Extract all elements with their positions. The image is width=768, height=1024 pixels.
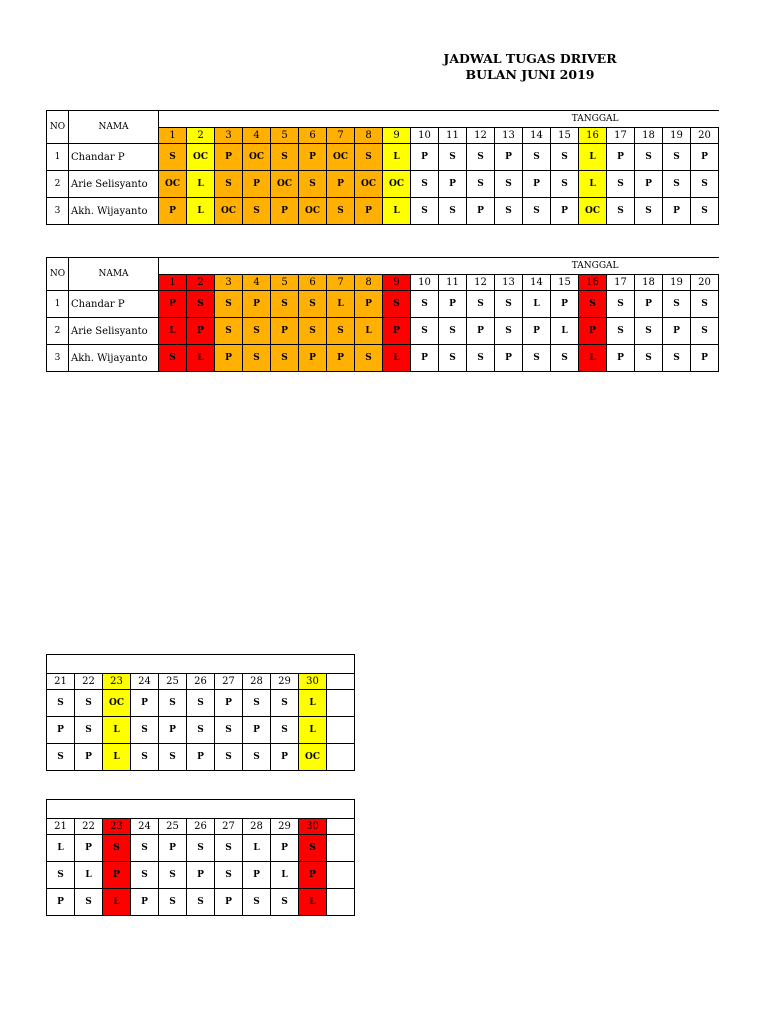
shift-cell: P [215,144,243,171]
shift-cell: P [691,345,719,372]
shift-cell: S [635,318,663,345]
shift-cell: L [383,144,411,171]
shift-cell: S [243,318,271,345]
shift-cell: S [411,198,439,225]
shift-cell: S [439,318,467,345]
driver-row [47,744,355,771]
shift-cell: L [187,198,215,225]
shift-cell: P [607,345,635,372]
shift-cell: P [691,144,719,171]
day-cell: 25 [159,674,187,690]
shift-cell: L [579,144,607,171]
shift-cell: S [551,345,579,372]
shift-cell: S [495,291,523,318]
driver-name: Akh. Wijayanto [69,345,159,372]
shift-cell: P [187,318,215,345]
day-cell: 19 [663,275,691,291]
shift-cell: S [523,345,551,372]
day-cell: 24 [131,674,159,690]
day-cell: 16 [579,128,607,144]
shift-cell: S [131,835,159,862]
shift-cell: P [159,835,187,862]
day-cell: 16 [579,275,607,291]
shift-cell: P [551,198,579,225]
day-cell: 23 [103,819,131,835]
shift-cell: S [75,889,103,916]
day-cell: 7 [327,128,355,144]
shift-cell: P [131,889,159,916]
shift-cell: P [327,171,355,198]
header-row [47,258,719,275]
shift-cell [327,835,355,862]
shift-cell: S [215,717,243,744]
driver-row [47,318,719,345]
shift-cell: P [495,345,523,372]
shift-cell: S [495,198,523,225]
day-cell: 15 [551,275,579,291]
header-blank [47,655,355,674]
shift-cell: P [635,171,663,198]
shift-cell: S [215,291,243,318]
driver-row [47,835,355,862]
shift-cell: P [551,291,579,318]
shift-cell: S [607,198,635,225]
shift-cell: S [75,717,103,744]
shift-cell: P [607,144,635,171]
day-row [47,674,355,690]
shift-cell: S [523,144,551,171]
shift-cell: S [691,171,719,198]
shift-cell: L [551,318,579,345]
shift-cell: OC [103,690,131,717]
shift-cell: S [299,171,327,198]
day-cell: 1 [159,275,187,291]
day-cell: 13 [495,128,523,144]
shift-cell: S [495,318,523,345]
shift-cell [327,889,355,916]
shift-cell: L [327,291,355,318]
shift-cell: L [355,318,383,345]
day-cell: 18 [635,128,663,144]
shift-cell: P [383,318,411,345]
shift-cell: P [467,318,495,345]
header-tanggal: TANGGAL [159,258,719,275]
driver-row [47,291,719,318]
shift-cell: S [495,171,523,198]
header-row [47,800,355,819]
day-cell: 3 [215,128,243,144]
shift-cell: P [187,744,215,771]
shift-cell: S [411,318,439,345]
day-cell: 12 [467,275,495,291]
day-cell: 2 [187,275,215,291]
shift-cell: P [411,144,439,171]
shift-cell: S [159,144,187,171]
driver-row [47,889,355,916]
row-number: 3 [47,345,69,372]
shift-cell: P [215,889,243,916]
shift-cell: P [75,835,103,862]
shift-cell: P [439,291,467,318]
shift-cell: S [383,291,411,318]
shift-cell: S [187,889,215,916]
day-cell: 10 [411,275,439,291]
day-cell: 17 [607,275,635,291]
day-cell: 12 [467,128,495,144]
day-cell: 10 [411,128,439,144]
shift-cell: P [243,171,271,198]
day-cell: 26 [187,674,215,690]
shift-cell: S [159,889,187,916]
shift-cell: S [243,345,271,372]
shift-cell: S [131,744,159,771]
shift-cell: P [271,318,299,345]
shift-cell: S [607,291,635,318]
day-cell: 14 [523,275,551,291]
shift-cell: P [243,291,271,318]
shift-cell: S [159,690,187,717]
shift-cell: S [439,345,467,372]
day-cell [327,819,355,835]
shift-cell: OC [383,171,411,198]
shift-cell: P [271,835,299,862]
shift-cell: P [355,291,383,318]
day-cell: 25 [159,819,187,835]
shift-cell: P [47,889,75,916]
shift-cell: P [243,717,271,744]
shift-cell: S [467,291,495,318]
driver-row [47,198,719,225]
shift-cell: L [75,862,103,889]
shift-cell: S [159,345,187,372]
day-cell: 3 [215,275,243,291]
shift-cell: S [187,291,215,318]
shift-cell: P [523,171,551,198]
shift-cell: S [355,144,383,171]
shift-cell: S [635,144,663,171]
day-cell: 14 [523,128,551,144]
shift-cell: L [243,835,271,862]
shift-cell: S [411,171,439,198]
day-cell: 9 [383,128,411,144]
shift-cell: P [131,690,159,717]
shift-cell: P [187,862,215,889]
shift-cell: S [663,144,691,171]
driver-row [47,171,719,198]
row-number: 1 [47,291,69,318]
shift-cell: S [691,198,719,225]
shift-cell: S [271,690,299,717]
shift-cell: OC [271,171,299,198]
day-cell: 13 [495,275,523,291]
header-row [47,655,355,674]
shift-cell: S [187,835,215,862]
shift-cell: L [187,171,215,198]
row-number: 2 [47,171,69,198]
day-cell: 9 [383,275,411,291]
shift-cell: S [243,744,271,771]
shift-cell: L [103,744,131,771]
shift-cell: S [47,862,75,889]
shift-cell: L [299,690,327,717]
day-cell: 6 [299,128,327,144]
shift-cell: S [607,318,635,345]
shift-cell: L [47,835,75,862]
shift-cell: P [299,144,327,171]
shift-cell: P [355,198,383,225]
day-cell: 28 [243,819,271,835]
shift-cell: S [663,171,691,198]
shift-cell: OC [299,744,327,771]
header-blank [47,800,355,819]
shift-cell: L [383,345,411,372]
day-cell: 18 [635,275,663,291]
schedule-table-1 [46,110,719,225]
day-cell: 8 [355,128,383,144]
shift-cell: S [355,345,383,372]
header-nama: NAMA [69,258,159,291]
shift-cell: S [327,198,355,225]
shift-cell: OC [327,144,355,171]
shift-cell: L [187,345,215,372]
shift-cell: S [243,690,271,717]
shift-cell: P [159,198,187,225]
shift-cell: S [467,171,495,198]
driver-name: Akh. Wijayanto [69,198,159,225]
shift-cell [327,717,355,744]
header-no: NO [47,111,69,144]
shift-cell: L [159,318,187,345]
shift-cell: S [439,198,467,225]
day-cell: 24 [131,819,159,835]
shift-cell: L [103,717,131,744]
shift-cell: S [103,835,131,862]
shift-cell: S [551,144,579,171]
shift-cell: S [411,291,439,318]
day-cell: 27 [215,819,243,835]
shift-cell: S [243,198,271,225]
day-cell: 17 [607,128,635,144]
shift-cell: P [579,318,607,345]
shift-cell: OC [159,171,187,198]
day-cell: 11 [439,128,467,144]
shift-cell: S [663,345,691,372]
header-row [47,111,719,128]
document-title: JADWAL TUGAS DRIVER [443,51,617,66]
shift-cell: S [243,889,271,916]
shift-cell: S [159,744,187,771]
shift-cell: S [271,717,299,744]
row-number: 2 [47,318,69,345]
shift-cell: OC [243,144,271,171]
shift-cell: L [579,345,607,372]
shift-cell: L [383,198,411,225]
shift-cell: P [271,198,299,225]
day-cell: 23 [103,674,131,690]
shift-cell: P [663,198,691,225]
shift-cell: P [243,862,271,889]
shift-cell: P [299,345,327,372]
shift-cell: L [103,889,131,916]
shift-cell: S [327,318,355,345]
shift-cell: S [467,345,495,372]
shift-cell: S [75,690,103,717]
shift-cell: S [271,345,299,372]
shift-cell: L [299,717,327,744]
driver-name: Chandar P [69,144,159,171]
driver-row [47,862,355,889]
shift-cell: S [299,318,327,345]
shift-cell: P [411,345,439,372]
day-cell: 21 [47,819,75,835]
shift-cell: S [299,291,327,318]
shift-cell: OC [215,198,243,225]
day-cell: 5 [271,275,299,291]
shift-cell: L [523,291,551,318]
shift-cell: S [663,291,691,318]
day-cell: 26 [187,819,215,835]
day-cell: 7 [327,275,355,291]
shift-cell: S [635,345,663,372]
day-cell: 15 [551,128,579,144]
day-cell: 20 [691,275,719,291]
shift-cell: S [215,318,243,345]
shift-cell: P [327,345,355,372]
shift-cell: S [691,318,719,345]
driver-name: Chandar P [69,291,159,318]
day-cell: 30 [299,674,327,690]
shift-cell: S [187,690,215,717]
header-nama: NAMA [69,111,159,144]
driver-name: Arie Selisyanto [69,171,159,198]
schedule-table-2 [46,257,719,372]
day-cell [327,674,355,690]
shift-cell: OC [299,198,327,225]
day-cell: 2 [187,128,215,144]
shift-cell: OC [355,171,383,198]
day-cell: 11 [439,275,467,291]
shift-cell: L [579,171,607,198]
day-cell: 19 [663,128,691,144]
day-cell: 1 [159,128,187,144]
shift-cell: S [299,835,327,862]
shift-cell: P [663,318,691,345]
shift-cell: S [635,198,663,225]
shift-cell: S [691,291,719,318]
shift-cell: S [439,144,467,171]
day-cell: 20 [691,128,719,144]
shift-cell: S [523,198,551,225]
shift-cell: S [467,144,495,171]
shift-cell: P [215,345,243,372]
shift-cell [327,744,355,771]
shift-cell: S [271,291,299,318]
driver-row [47,144,719,171]
shift-cell: P [439,171,467,198]
document-subtitle: BULAN JUNI 2019 [465,67,595,82]
day-cell: 22 [75,674,103,690]
shift-cell: P [299,862,327,889]
shift-cell: S [47,744,75,771]
shift-cell: S [551,171,579,198]
shift-cell: S [47,690,75,717]
day-cell: 21 [47,674,75,690]
day-row [47,819,355,835]
shift-cell: P [159,291,187,318]
shift-cell: S [215,171,243,198]
shift-cell: P [467,198,495,225]
shift-cell: S [607,171,635,198]
day-cell: 29 [271,819,299,835]
shift-cell: L [299,889,327,916]
shift-cell: P [271,744,299,771]
driver-row [47,690,355,717]
day-cell: 5 [271,128,299,144]
shift-cell: P [635,291,663,318]
shift-cell: S [215,862,243,889]
day-cell: 28 [243,674,271,690]
row-number: 1 [47,144,69,171]
shift-cell: P [523,318,551,345]
shift-cell: OC [187,144,215,171]
shift-cell: P [75,744,103,771]
shift-cell: P [103,862,131,889]
shift-cell: S [187,717,215,744]
shift-cell: P [215,690,243,717]
header-tanggal: TANGGAL [159,111,719,128]
day-cell: 4 [243,275,271,291]
header-no: NO [47,258,69,291]
day-cell: 22 [75,819,103,835]
shift-cell: S [131,717,159,744]
day-cell: 27 [215,674,243,690]
driver-row [47,345,719,372]
shift-cell [327,690,355,717]
shift-cell: P [159,717,187,744]
driver-name: Arie Selisyanto [69,318,159,345]
shift-cell: P [495,144,523,171]
shift-cell: S [215,744,243,771]
shift-cell: S [579,291,607,318]
shift-cell: S [159,862,187,889]
driver-row [47,717,355,744]
schedule-table-4 [46,799,355,916]
shift-cell: S [215,835,243,862]
shift-cell: S [131,862,159,889]
shift-cell: L [271,862,299,889]
day-cell: 29 [271,674,299,690]
shift-cell: S [271,144,299,171]
day-cell: 4 [243,128,271,144]
shift-cell: OC [579,198,607,225]
shift-cell: S [271,889,299,916]
day-cell: 8 [355,275,383,291]
schedule-table-3 [46,654,355,771]
shift-cell [327,862,355,889]
day-cell: 30 [299,819,327,835]
shift-cell: P [47,717,75,744]
row-number: 3 [47,198,69,225]
day-cell: 6 [299,275,327,291]
